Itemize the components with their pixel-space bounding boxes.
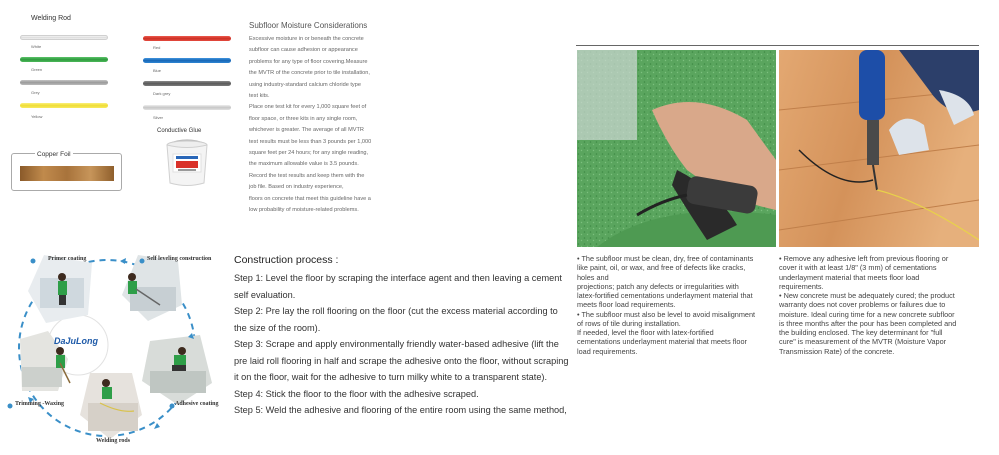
welding-photo-left bbox=[577, 50, 776, 247]
requirement-line: moisture. Ideal curing time for a new concrete subfloor bbox=[779, 309, 955, 319]
construction-cycle-diagram bbox=[0, 243, 230, 455]
label-primer: Primer coating bbox=[48, 256, 87, 262]
process-line: Step 1: Level the floor by scraping the interface agent and then leaving a cement bbox=[234, 273, 562, 283]
moisture-line: problems for any type of floor covering.Measure bbox=[249, 58, 368, 65]
rod-grey bbox=[20, 80, 108, 85]
requirement-line: underlayment material that meets floor load bbox=[779, 272, 920, 282]
photo-primer bbox=[28, 255, 92, 323]
process-line: it on the floor, wait for the adhesive to turn milky white to a transparent state). bbox=[234, 372, 548, 382]
divider-line bbox=[576, 45, 979, 46]
moisture-line: subfloor can cause adhesion or appearance bbox=[249, 47, 358, 54]
requirement-line: the building enclosed. The key determinant for "full bbox=[779, 328, 943, 337]
welding-photo-right bbox=[779, 50, 979, 247]
process-line: Step 4: Stick the floor to the floor with the adhesive scraped. bbox=[234, 388, 479, 399]
moisture-line: floors on concrete that meet this guideline have a bbox=[249, 195, 371, 202]
requirement-line: cementations underlayment material that meets floor bbox=[577, 337, 747, 347]
rod-label-red: Red bbox=[153, 45, 161, 50]
rod-label-yellow: Yellow bbox=[31, 114, 43, 119]
moisture-line: square feet per 24 hours; for any single reading, bbox=[249, 150, 369, 157]
requirement-line: meets floor load requirements. bbox=[577, 300, 676, 310]
process-line: Step 5: Weld the adhesive and flooring of the entire room using the same method, bbox=[234, 405, 567, 415]
dajulong-logo: DaJuLong bbox=[54, 336, 98, 346]
glue-bucket-image bbox=[164, 136, 210, 188]
rod-white bbox=[20, 35, 108, 40]
photo-self-leveling bbox=[122, 255, 182, 321]
requirement-line: • New concrete must be adequately cured; the product bbox=[779, 291, 955, 300]
label-welding: Welding rods bbox=[96, 438, 131, 444]
rod-blue bbox=[143, 58, 231, 63]
moisture-line: low probability of moisture-related problems. bbox=[249, 207, 359, 214]
process-line: Step 2: Pre lay the roll flooring on the floor (cut the excess material according to bbox=[234, 306, 558, 316]
requirement-line: Transmission Rate) of the concrete. bbox=[779, 346, 895, 356]
rod-label-blue: Blue bbox=[153, 68, 162, 73]
moisture-line: Excessive moisture in or beneath the concrete bbox=[249, 36, 364, 42]
moisture-line: whichever is greater. The average of all MVTR bbox=[249, 127, 364, 134]
requirement-line: projections; patch any defects or irregularities with bbox=[577, 281, 739, 291]
requirement-line: latex-fortified cementations underlayment material that bbox=[577, 291, 753, 300]
requirement-line: is three months after the pour has been completed and bbox=[779, 318, 957, 328]
requirement-line: • Remove any adhesive left from previous flooring or bbox=[779, 254, 949, 263]
moisture-line: floor space, or three kits in any single room, bbox=[249, 115, 358, 122]
rod-label-silver: Silver bbox=[153, 115, 164, 120]
process-title: Construction process : bbox=[234, 254, 339, 266]
requirement-line: like paint, oil, or wax, and free of defects like cracks, bbox=[577, 263, 746, 273]
moisture-line: using industry-standard calcium chloride type bbox=[249, 81, 361, 88]
requirement-line: • The subfloor must be clean, dry, free of contaminants bbox=[577, 254, 754, 263]
moisture-line: Place one test kit for every 1,000 square feet of bbox=[249, 104, 367, 111]
requirement-line: requirements. bbox=[779, 281, 824, 291]
process-line: the size of the room). bbox=[234, 322, 321, 333]
welding-rod-title: Welding Rod bbox=[31, 15, 71, 22]
label-adhesive: Adhesive coating bbox=[175, 401, 219, 407]
process-line: pre laid roll flooring in half and scrape the adhesive onto the floor, without scraping bbox=[234, 355, 569, 366]
process-body bbox=[234, 270, 574, 419]
requirement-line: cure" is measurement of the MVTR (Moisture Vapor bbox=[779, 337, 947, 347]
copper-foil-title: Copper Foil bbox=[37, 151, 71, 158]
rod-red bbox=[143, 36, 231, 41]
requirement-line: holes and bbox=[577, 272, 609, 282]
moisture-line: test results must be less than 3 pounds per 1,000 bbox=[249, 138, 372, 145]
process-line: self evaluation. bbox=[234, 289, 296, 300]
rod-green bbox=[20, 57, 108, 62]
requirement-line: of rows of tile during installation. bbox=[577, 318, 681, 328]
requirement-line: cover it with at least 1/8" (3 mm) of cementations bbox=[779, 263, 937, 273]
rod-label-grey: Grey bbox=[31, 90, 40, 95]
rod-silver bbox=[143, 105, 231, 110]
moisture-line: the MVTR of the concrete prior to tile installation, bbox=[249, 70, 370, 77]
copper-foil-strip bbox=[20, 166, 114, 181]
process-line: Step 3: Scrape and apply environmentally friendly water-based adhesive (lift the bbox=[234, 339, 559, 349]
requirements-left bbox=[577, 254, 777, 356]
requirement-line: load requirements. bbox=[577, 346, 638, 356]
rod-label-green: Green bbox=[31, 67, 43, 72]
moisture-line: Record the test results and keep them with the bbox=[249, 172, 365, 179]
requirements-right bbox=[779, 254, 979, 356]
requirement-line: warranty does not cover problems or failures due to bbox=[779, 300, 946, 310]
rod-label-white: White bbox=[31, 44, 42, 49]
label-self-leveling: Self leveling construction bbox=[147, 256, 212, 262]
rod-yellow bbox=[20, 103, 108, 108]
requirement-line: • The subfloor must also be level to avoid misalignment bbox=[577, 309, 756, 319]
label-trimming: Trimming -Waxing bbox=[15, 401, 65, 407]
moisture-title: Subfloor Moisture Considerations bbox=[249, 21, 368, 30]
rod-dark-grey bbox=[143, 81, 231, 86]
rod-label-dark-grey: Dark grey bbox=[153, 91, 171, 96]
moisture-body bbox=[249, 34, 409, 217]
moisture-line: test kits. bbox=[249, 93, 270, 100]
requirement-line: If needed, level the floor with latex-fortified bbox=[577, 328, 714, 337]
moisture-line: the maximum allowable value is 3.5 pounds. bbox=[249, 161, 359, 168]
moisture-line: job file. Based on industry experience, bbox=[249, 184, 344, 191]
conductive-glue-title: Conductive Glue bbox=[157, 128, 202, 134]
photo-welding bbox=[80, 373, 142, 439]
photo-adhesive bbox=[142, 335, 212, 405]
